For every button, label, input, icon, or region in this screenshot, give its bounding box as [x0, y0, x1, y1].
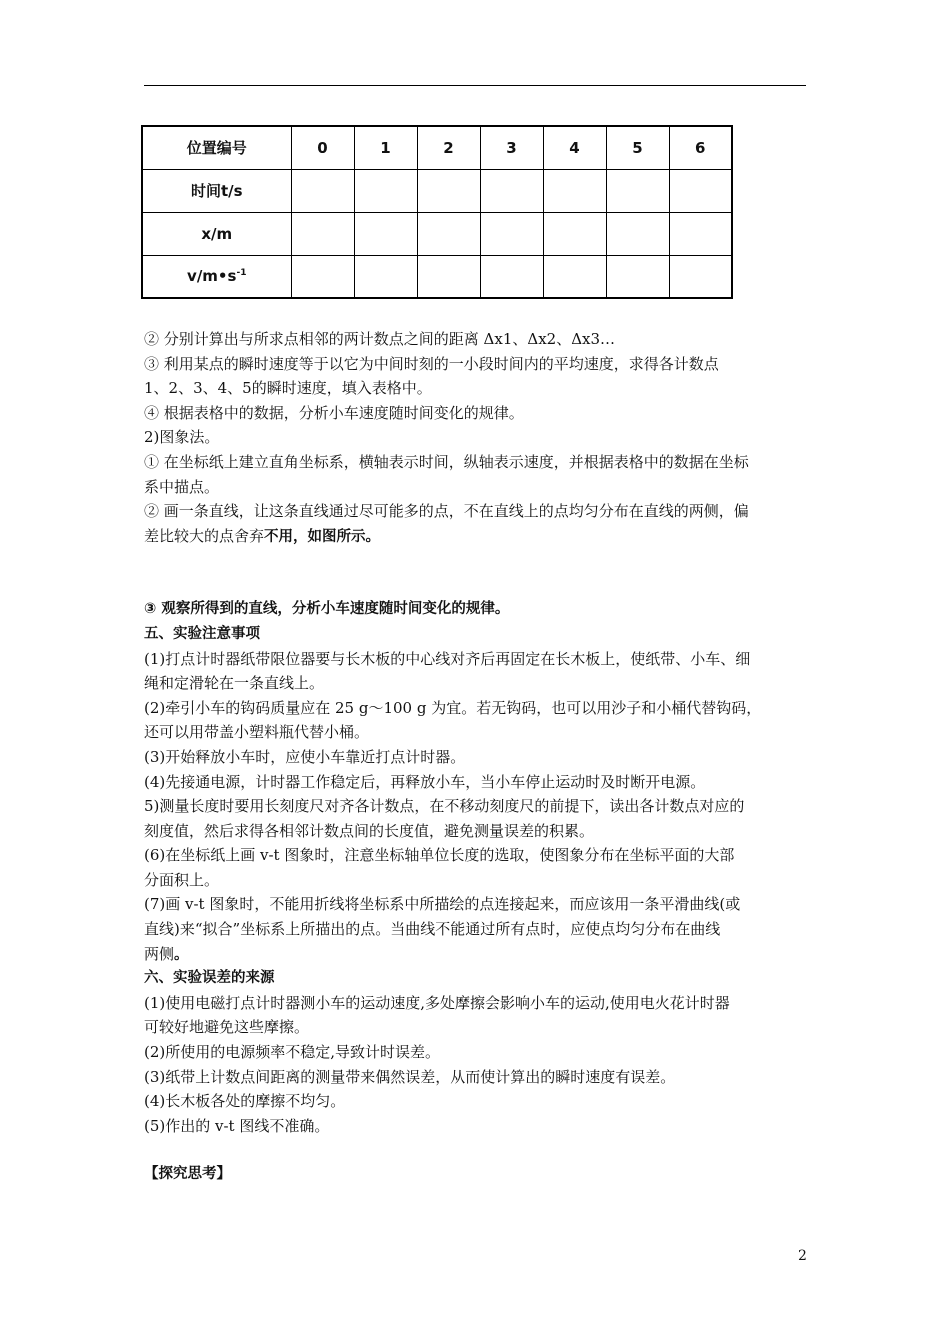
text-line: 1、2、3、4、5的瞬时速度，填入表格中。 — [144, 379, 432, 398]
table-cell — [480, 255, 543, 298]
row-label-main: v/m•s — [187, 267, 237, 286]
table-cell — [480, 169, 543, 212]
table-cell — [417, 169, 480, 212]
text-line: ② 分别计算出与所求点相邻的两计数点之间的距离 Δx1、Δx2、Δx3… — [144, 330, 616, 348]
table-cell — [291, 255, 354, 298]
spacer — [144, 1138, 814, 1162]
text-line: (1)打点计时器纸带限位器要与长木板的中心线对齐后再固定在长木板上，使纸带、小车、细 — [144, 649, 751, 668]
text-line: (1)使用电磁打点计时器测小车的运动速度,多处摩擦会影响小车的运动,使用电火花计时器 — [144, 993, 730, 1012]
text-line: ③ 利用某点的瞬时速度等于以它为中间时刻的一小段时间内的平均速度，求得各计数点 — [144, 354, 719, 373]
table-row — [142, 212, 732, 255]
table-cell — [669, 255, 732, 298]
table-header-row — [142, 126, 732, 169]
text-line: 绳和定滑轮在一条直线上。 — [144, 674, 325, 693]
text-line: 可较好地避免这些摩擦。 — [144, 1018, 310, 1037]
text-line: ④ 根据表格中的数据，分析小车速度随时间变化的规律。 — [144, 403, 524, 422]
data-table — [141, 125, 733, 299]
text-normal: 差比较大的点舍弃 — [144, 526, 265, 545]
table-cell — [606, 255, 669, 298]
table-header-cell: 位置编号 — [142, 126, 291, 169]
table-header-cell: 1 — [354, 126, 417, 169]
table-header-cell: 4 — [543, 126, 606, 169]
table-header-cell: 2 — [417, 126, 480, 169]
text-normal: 两侧 — [144, 944, 175, 963]
table-cell — [417, 212, 480, 255]
text-line: (2)所使用的电源频率不稳定,导致计时误差。 — [144, 1043, 441, 1062]
section-title: 六、实验误差的来源 — [144, 970, 275, 987]
row-label — [142, 255, 291, 298]
text-line — [144, 524, 814, 549]
text-line: (2)牵引小车的钩码质量应在 25 g～100 g 为宜。若无钩码，也可以用沙子和小桶代替钩码， — [144, 698, 762, 717]
table-cell — [606, 169, 669, 212]
table-row — [142, 169, 732, 212]
body-text — [144, 327, 814, 1187]
row-label: 时间t/s — [142, 169, 291, 212]
table-cell — [354, 212, 417, 255]
text-line: 分面积上。 — [144, 870, 220, 889]
page-number: 2 — [798, 1248, 807, 1264]
table-cell — [354, 169, 417, 212]
table-cell — [291, 212, 354, 255]
table-row — [142, 255, 732, 298]
text-line: 2)图象法。 — [144, 428, 220, 447]
table-cell — [543, 212, 606, 255]
table-cell — [669, 169, 732, 212]
table-cell — [480, 212, 543, 255]
explore-title: 【探究思考】 — [144, 1166, 231, 1183]
table-header-cell: 3 — [480, 126, 543, 169]
text-line: (4)长木板各处的摩擦不均匀。 — [144, 1092, 346, 1111]
table-header-cell: 5 — [606, 126, 669, 169]
table-cell — [543, 255, 606, 298]
text-line: 5)测量长度时要用长刻度尺对齐各计数点，在不移动刻度尺的前提下，读出各计数点对应的 — [144, 797, 745, 816]
row-label: x/m — [142, 212, 291, 255]
text-line — [144, 942, 814, 967]
text-line: (6)在坐标纸上画 v-t 图象时，注意坐标轴单位长度的选取，使图象分布在坐标平面的大部 — [144, 846, 735, 865]
text-line: (3)纸带上计数点间距离的测量带来偶然误差，从而使计算出的瞬时速度有误差。 — [144, 1067, 676, 1086]
table-header-cell: 0 — [291, 126, 354, 169]
table-cell — [291, 169, 354, 212]
table-header-cell: 6 — [669, 126, 732, 169]
observe-line: ③ 观察所得到的直线，分析小车速度随时间变化的规律。 — [144, 601, 510, 618]
text-line: ① 在坐标纸上建立直角坐标系，横轴表示时间，纵轴表示速度，并根据表格中的数据在坐标 — [144, 452, 749, 471]
text-line: 系中描点。 — [144, 477, 220, 496]
text-line: 直线)来“拟合”坐标系上所描出的点。当曲线不能通过所有点时，应使点均匀分布在曲线 — [144, 920, 721, 939]
table-cell — [417, 255, 480, 298]
text-line: (5)作出的 v-t 图线不准确。 — [144, 1116, 330, 1135]
text-bold: 不用，如图所示。 — [264, 528, 381, 545]
text-line: (7)画 v-t 图象时，不能用折线将坐标系中所描绘的点连接起来，而应该用一条平滑曲线(或 — [144, 895, 741, 914]
text-bold: 。 — [174, 946, 189, 963]
text-line: ② 画一条直线，让这条直线通过尽可能多的点，不在直线上的点均匀分布在直线的两侧，偏 — [144, 502, 749, 521]
spacer — [144, 548, 814, 597]
table-cell — [543, 169, 606, 212]
table-cell — [354, 255, 417, 298]
text-line: (4)先接通电源，计时器工作稳定后，再释放小车，当小车停止运动时及时断开电源。 — [144, 772, 706, 791]
table-cell — [669, 212, 732, 255]
row-label-sup: -1 — [236, 268, 247, 279]
table-cell — [606, 212, 669, 255]
section-title: 五、实验注意事项 — [144, 625, 260, 642]
header-rule — [144, 85, 806, 86]
text-line: (3)开始释放小车时，应使小车靠近打点计时器。 — [144, 747, 466, 766]
text-line: 还可以用带盖小塑料瓶代替小桶。 — [144, 723, 370, 742]
text-line: 刻度值，然后求得各相邻计数点间的长度值，避免测量误差的积累。 — [144, 821, 595, 840]
